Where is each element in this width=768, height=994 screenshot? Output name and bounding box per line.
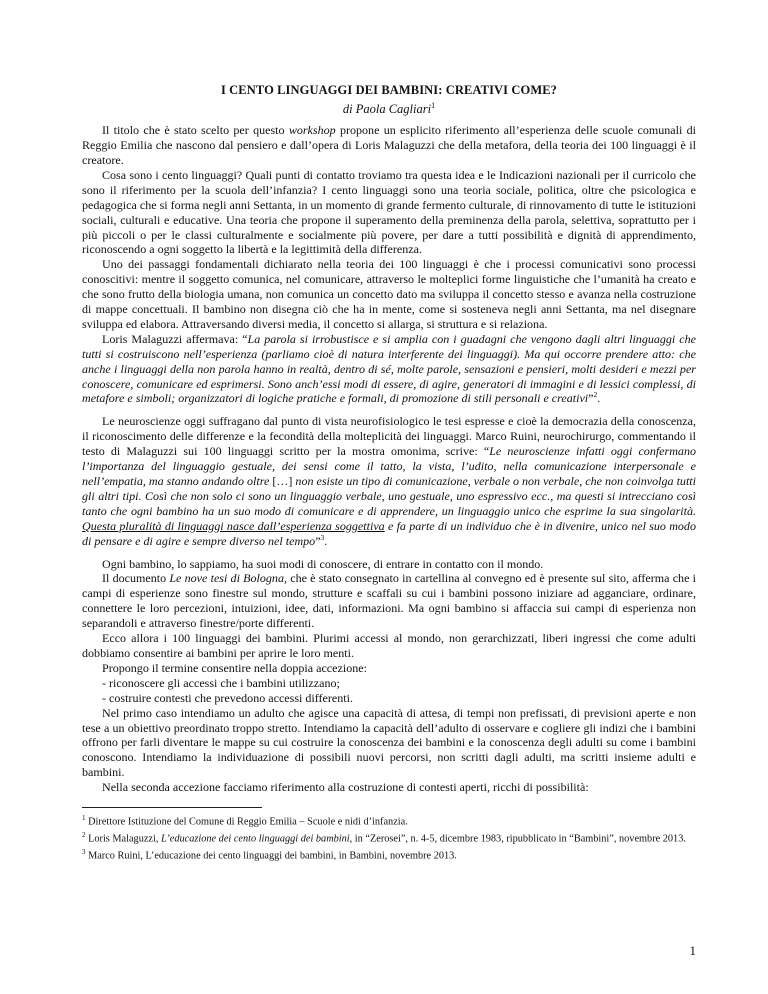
body-text [82, 123, 696, 795]
document-title: I CENTO LINGUAGGI DEI BAMBINI: CREATIVI COME? [220, 83, 558, 97]
author-name: di Paola Cagliari [342, 102, 432, 117]
footnote: $^1$ Direttore Istituzione del Comune di Reggio Emilia – Scuole e nidi d’infanzia. [82, 814, 408, 828]
footnote: $^2$ Loris Malaguzzi, L’educazione dei cento linguaggi dei bambini, in “Zerosei”, n. 4-5, dicembre 1983, ripubblicato in “Bambini”, novembre 2013. [82, 831, 686, 845]
list-item: - costruire contesti che prevedono accessi differenti. [102, 690, 353, 705]
footnote-ref: 3 [320, 532, 325, 542]
footnote-ref: 1 [431, 101, 436, 110]
author-line [82, 98, 696, 117]
paragraph: Il documento Le nove tesi di Bologna, che è stato consegnato in cartellina al convegno ed è presente sul sito, afferma che i campi di esperienze sono finestre sul mondo, strutture e scaffali su cui i bambini possono iniziare ad agganciare, ordinare, connettere le loro percezioni, intuizioni, idee, dati, informazioni. Ma ogni bambino si affaccia sui campi di esperienza non separandoli e attraverso finestre/porte differenti. [82, 571, 696, 631]
paragraph: Ogni bambino, lo sappiamo, ha suoi modi di conoscere, di entrare in contatto con il mondo. [102, 556, 544, 571]
footnotes [82, 812, 696, 864]
page-number: 1 [689, 943, 696, 958]
paragraph: Il titolo che è stato scelto per questo workshop propone un esplicito riferimento all’esperienza delle scuole comunali di Reggio Emilia che nascono dal pensiero e dall’opera di Loris Malaguzzi che della metafora, della teoria dei 100 linguaggi è il creatore. [82, 123, 697, 167]
paragraph: Ecco allora i 100 linguaggi dei bambini. Plurimi accessi al mondo, non gerarchizzati, liberi ingressi che come adulti dobbiamo consentire ai bambini per aprire le loro menti. [82, 631, 696, 660]
paragraph: Le neuroscienze oggi suffragano dal punto di vista neurofisiologico le tesi espresse e cioè la democrazia della conoscenza, il riconoscimento delle differenze e la fecondità della molteplicità dei linguaggi. Marco Ruini, neurochirurgo, commentando il testo di Malaguzzi sui 100 linguaggi scritto per la mostra omonima, scrive: “Le neuroscienze infatti oggi confermano l’importanza del linguaggio gestuale, dei sensi come il tatto, la vista, l’udito, nella comunicazione interpersonale e nell’empatia, ma stanno andando oltre […] non esiste un tipo di comunicazione, verbale o non verbale, che non coinvolga tutti gli altri tipi. Così che non solo ci sono un linguaggio verbale, uno gestuale, uno espressivo ecc., ma questi si intrecciano così tanto che ogni bambino ha un suo modo di comunicare e di apprendere, un linguaggio unico che esprime la sua singolarità. Questa pluralità di linguaggi nasce dall’esperienza soggettiva e fa parte di un individuo che è in divenire, unico nel suo modo di pensare e di agire e sempre diverso nel tempo”$^3$. [82, 414, 696, 548]
paragraph: Nel primo caso intendiamo un adulto che agisce una capacità di attesa, di tempi non prefissati, di previsioni aperte e non tese a un obiettivo preordinato troppo stretto. Intendiamo la capacità dell’adulto di osservare e cogliere gli indizi che i bambini offrono per farli diventare le mappe su cui costruire la conoscenza dei bambini e la conoscenza degli adulti su come i bambini conoscono. Intendiamo la individuazione di possibili nuovi percorsi, non scritti dagli adulti, ma scritti insieme adulti e bambini. [82, 705, 696, 780]
paragraph: Uno dei passaggi fondamentali dichiarato nella teoria dei 100 linguaggi è che i processi comunicativi sono processi conoscitivi: mentre il soggetto comunica, nel comunicare, attraverso le molteplici forme linguistiche che l’umanità ha creato e che sono frutto della biologia umana, non comunica un concetto dato ma sviluppa il concetto stesso e avanza nella costruzione di mappe concettuali. Il bambino non disegna ciò che ha in mente, come si sosteneva negli anni Settanta, ma nel disegnare sviluppa ed elabora. Attraversando diversi media, il concetto si allarga, si struttura e si relaziona. [82, 257, 696, 331]
footnote-ref: 2 [593, 390, 598, 400]
paragraph: Loris Malaguzzi affermava: “La parola si irrobustisce e si amplia con i guadagni che vengono dagli altri linguaggi che tutti si costruiscono nell’esperienza (parliamo cioè di natura interferente dei linguaggi). Ma qui occorre prendere atto: che anche i linguaggi della non parola hanno in realtà, dentro di sé, molte parole, sensazioni e pensieri, molti desideri e mezzi per conoscere, comunicare ed esprimersi. Sono anch’essi modi di essere, di agire, generatori di immagini e di lessici complessi, di metafore e simboli; organizzatori di logiche pratiche e formali, di promozione di stili personali e creativi”$^2$. [82, 331, 696, 406]
footnote-divider [82, 807, 262, 808]
paragraph: Nella seconda accezione facciamo riferimento alla costruzione di contesti aperti, ricchi di possibilità: [102, 780, 589, 795]
footnote: $^3$ Marco Ruini, L’educazione dei cento linguaggi dei bambini, in Bambini, novembre 2013. [82, 848, 457, 862]
list-item: - riconoscere gli accessi che i bambini utilizzano; [102, 675, 340, 690]
paragraph: Cosa sono i cento linguaggi? Quali punti di contatto troviamo tra questa idea e le Indicazioni nazionali per il curricolo che sono il riferimento per la scuola dell’infanzia? I cento linguaggi sono una teoria sociale, politica, oltre che psicologica e pedagogica che si forma negli anni Settanta, in un momento di grande fermento culturale, di rinnovamento di tutte le istituzioni sociali, culturali e educative. Una teoria che propone il superamento della preminenza della parola, selettiva, soprattutto per i più piccoli o per le classi culturalmente e socialmente più povere, per dare a tutti possibilità e dignità di apprendimento, riconoscendo a ogni soggetto la libertà e la legittimità della differenza. [82, 167, 696, 257]
paragraph: Propongo il termine consentire nella doppia accezione: [102, 660, 367, 675]
